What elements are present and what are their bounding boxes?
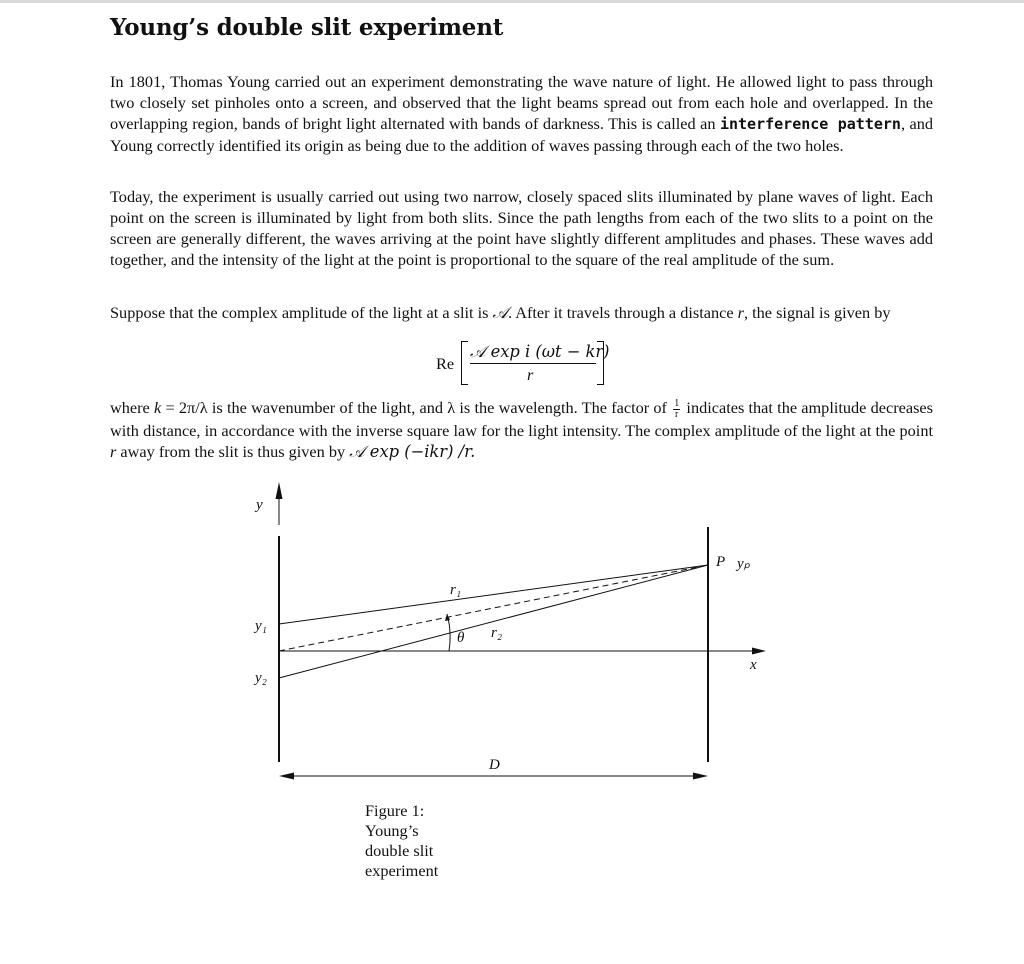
p3-text-c: , the signal is given by bbox=[743, 303, 891, 322]
p3-text-a: Suppose that the complex amplitude of the light at a slit is bbox=[110, 303, 493, 322]
label-y2: y₂ bbox=[255, 670, 267, 686]
y-axis-arrowhead bbox=[276, 482, 283, 499]
equation-denominator: r bbox=[527, 365, 534, 384]
ray-r2 bbox=[279, 565, 708, 678]
interference-pattern-term: interference pattern bbox=[719, 115, 901, 133]
amplitude-expression: 𝒜 exp (−ikr) /r. bbox=[349, 441, 476, 461]
x-axis-arrowhead bbox=[752, 648, 766, 655]
distance-d-right-arrow bbox=[693, 773, 708, 780]
page-title: Young’s double slit experiment bbox=[110, 14, 504, 41]
wavenumber-symbol: k bbox=[154, 398, 162, 417]
distance-symbol: r bbox=[737, 303, 744, 322]
p4-text-d: away from the slit is thus given by bbox=[116, 441, 350, 461]
p1-text-b: , and Young correctly identified its origin as being due to the addition of waves passing through each of the two holes. bbox=[110, 114, 933, 155]
p1-text-a: In 1801, Thomas Young carried out an experiment demonstrating the wave nature of light. He allowed light to pass through two closely set pinholes onto a screen, and observed that the light beams spread out from each hole and overlapped. In the overlapping region, bands of bright light alternated with bands of darkness. This is called an bbox=[110, 72, 933, 133]
figure-caption: Figure 1: Young’s double slit experiment bbox=[365, 801, 439, 880]
paragraph-modern-experiment: Today, the experiment is usually carried out using two narrow, closely spaced slits illuminated by plane waves of light. Each point on the screen is illuminated by light from both slits. Since the path lengths from each of the two slits to a point on the screen are generally different, the waves arriving at the point have slightly different amplitudes and phases. These waves add together, and the intensity of the light at the point is proportional to the square of the real amplitude of the sum. bbox=[110, 187, 933, 269]
frac-denominator: r bbox=[675, 408, 679, 420]
distance-symbol-2: r bbox=[110, 441, 117, 461]
p4-text-c: indicates that the amplitude decreases with distance, in accordance with the inverse square law for the light intensity. The complex amplitude of the light at the point bbox=[110, 398, 933, 440]
label-x: x bbox=[750, 657, 757, 673]
label-point-p: P bbox=[716, 554, 726, 570]
frac-numerator: 1 bbox=[674, 397, 680, 409]
label-y1: y₁ bbox=[255, 618, 267, 634]
equation-re: Re bbox=[436, 354, 455, 373]
p4-text-a: where bbox=[110, 398, 155, 417]
label-theta: θ bbox=[457, 630, 465, 646]
equation-numerator: 𝒜 exp i (ωt − kr) bbox=[470, 342, 610, 361]
ray-r1 bbox=[279, 565, 708, 624]
label-r1: r₁ bbox=[450, 582, 462, 598]
label-d: D bbox=[489, 757, 500, 773]
p3-text-b: . After it travels through a distance bbox=[507, 303, 738, 322]
p4-text-b: = 2π/λ is the wavenumber of the light, and λ is the wavelength. The factor of bbox=[161, 398, 672, 417]
distance-d-left-arrow bbox=[279, 773, 294, 780]
label-yp: yₚ bbox=[737, 556, 751, 572]
label-y: y bbox=[256, 497, 263, 513]
label-r2: r₂ bbox=[491, 625, 503, 641]
amplitude-symbol: 𝒜 bbox=[492, 303, 508, 322]
